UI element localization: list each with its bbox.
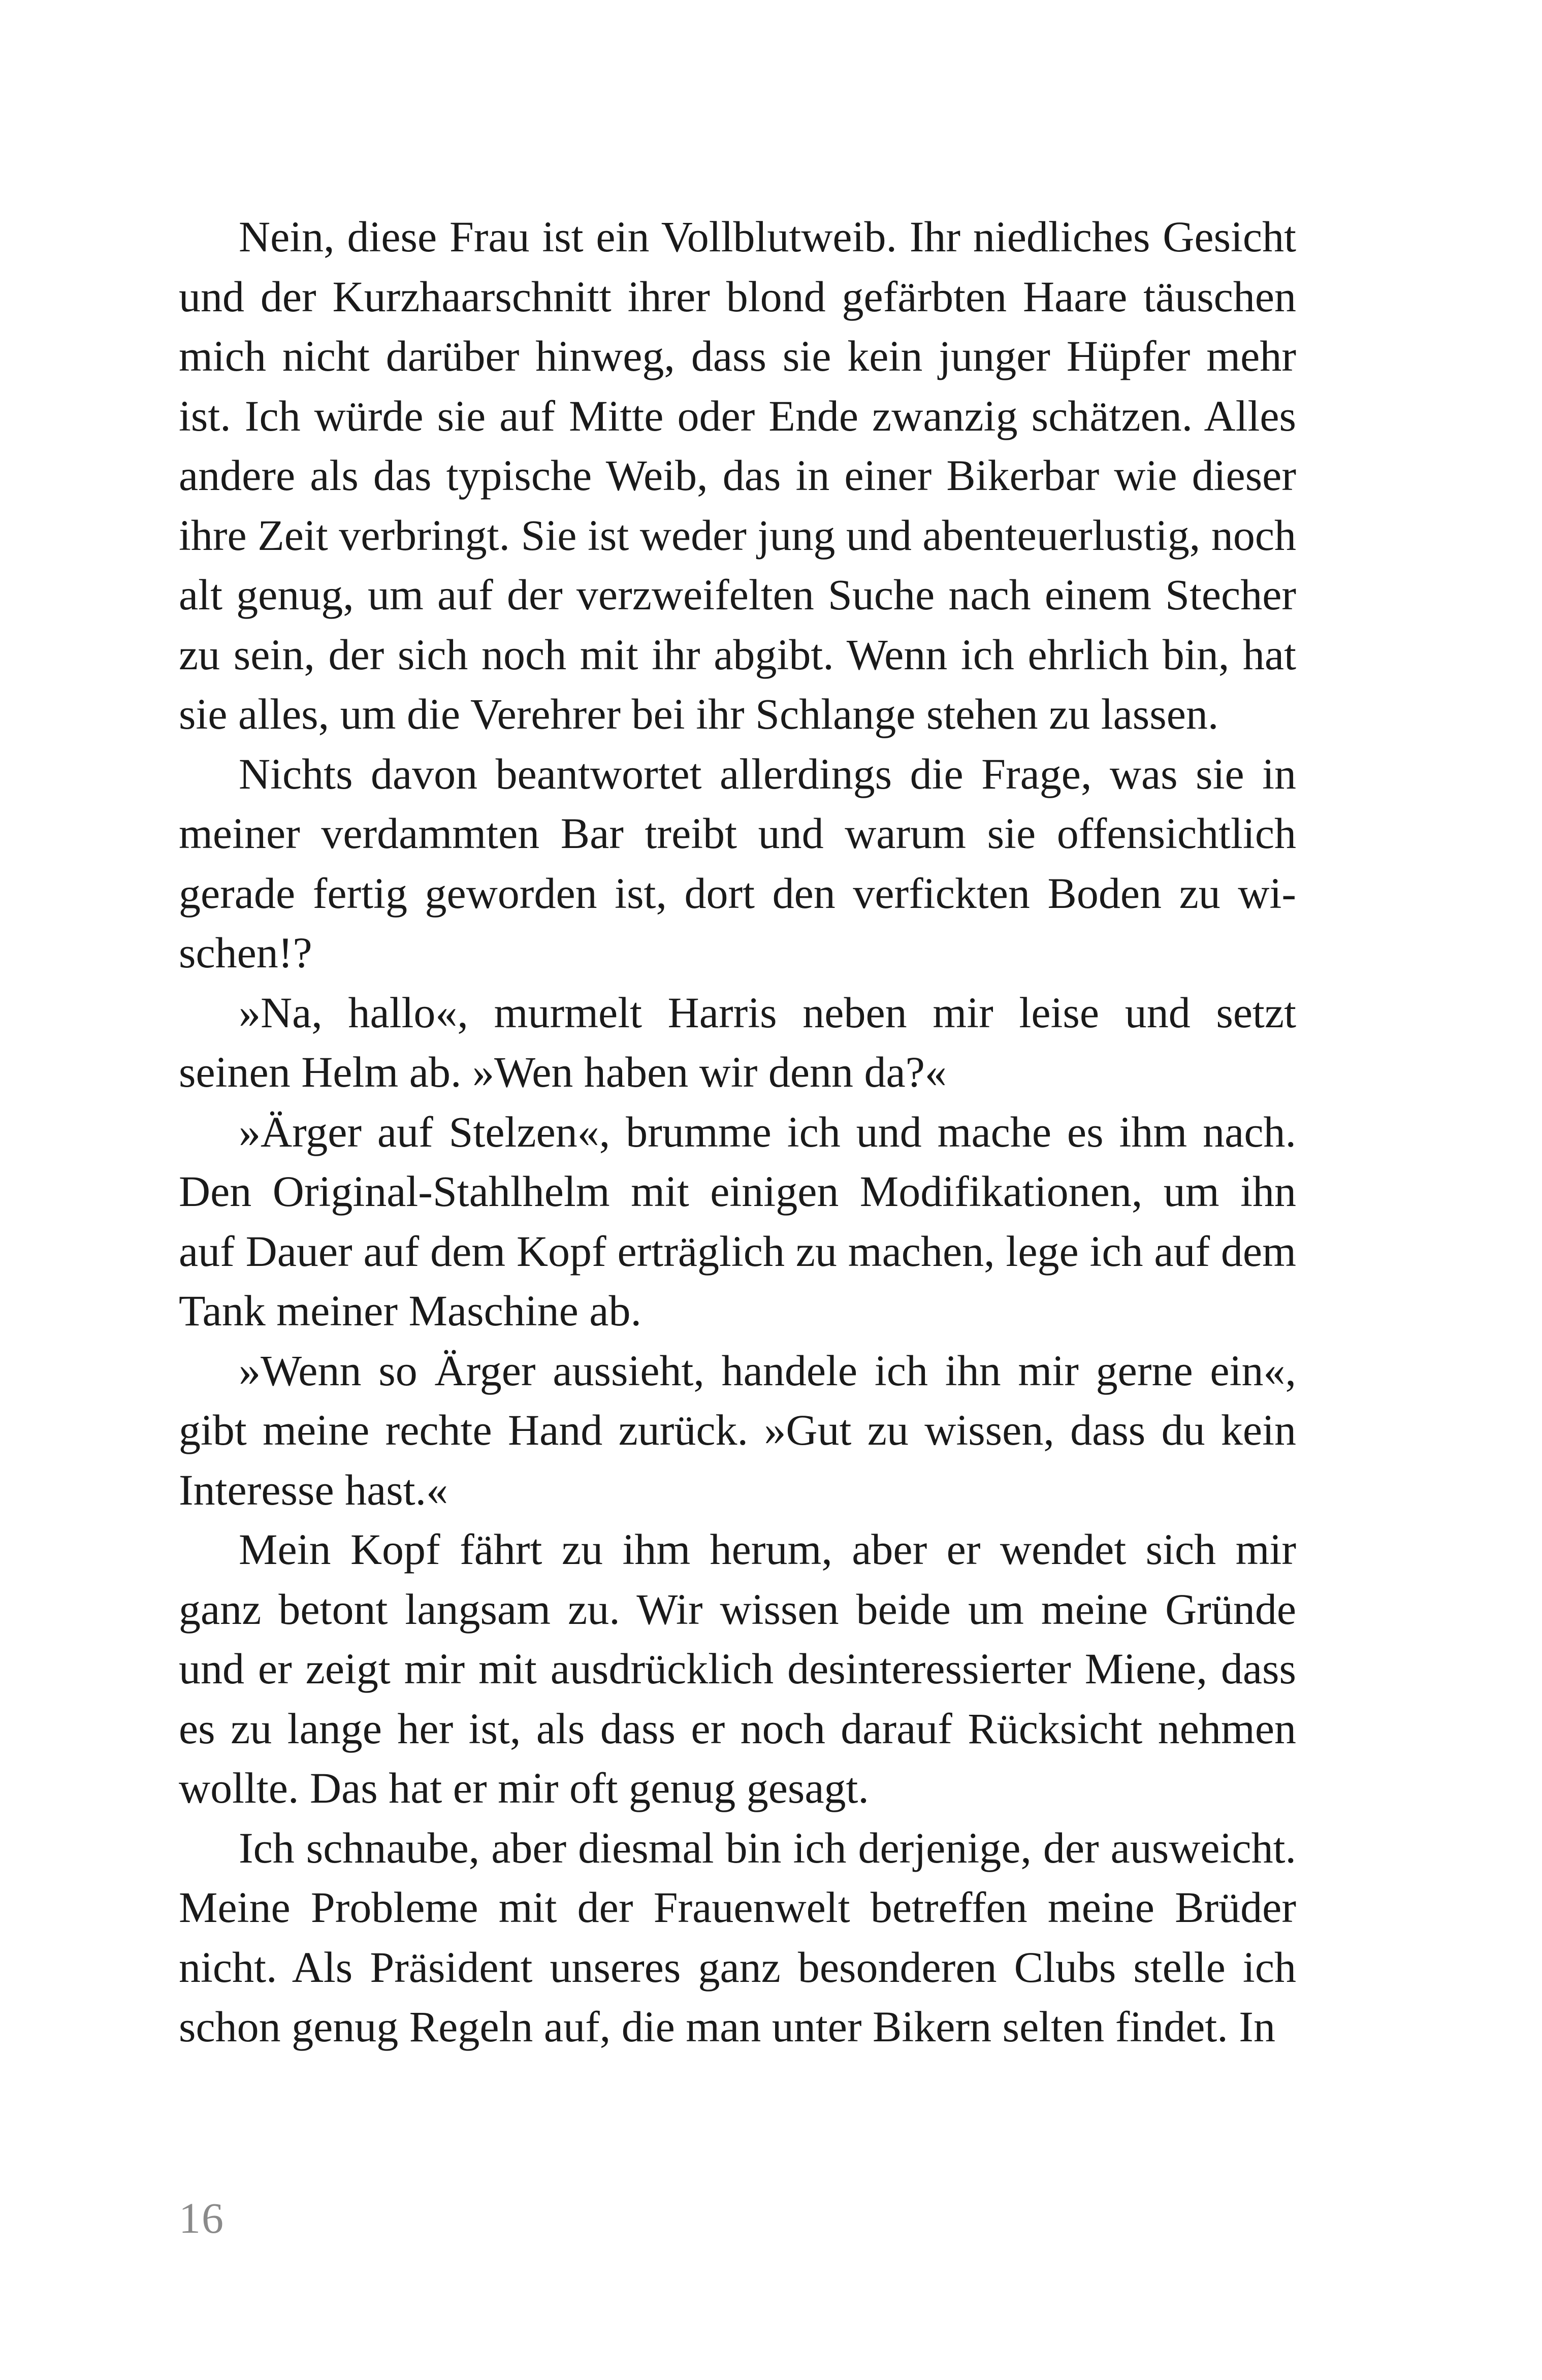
paragraph-3: »Na, hallo«, murmelt Harris neben mir leise und setzt seinen Helm ab. »Wen haben wir denn da?« xyxy=(179,988,1296,1096)
paragraph-4: »Ärger auf Stelzen«, brumme ich und mache es ihm nach. Den Original-Stahlhelm mit einigen Modifikationen, um ihn auf Dauer auf dem Kopf erträglich zu machen, lege ich auf dem Tank meiner Maschine ab. xyxy=(179,1107,1296,1335)
page-number: 16 xyxy=(179,2194,224,2242)
paragraph-6: Mein Kopf fährt zu ihm herum, aber er wendet sich mir ganz betont langsam zu. Wir wissen beide um meine Gründe und er zeigt mir mit ausdrücklich desinteressierter Miene, dass es zu lange her ist, als dass er noch darauf Rücksicht nehmen wollte. Das hat er mir oft genug gesagt. xyxy=(179,1525,1296,1812)
paragraph-2: Nichts davon beantwortet allerdings die Frage, was sie in meiner verdammten Bar treibt und warum sie offensichtlich gerade fertig geworden ist, dort den verfickten Boden zu wischen!? xyxy=(179,749,1296,977)
paragraph-1: Nein, diese Frau ist ein Vollblutweib. Ihr niedliches Gesicht und der Kurzhaarschnitt ihrer blond gefärbten Haare täuschen mich nicht darüber hinweg, dass sie kein junger Hüpfer mehr ist. Ich würde sie auf Mitte oder Ende zwanzig schätzen. Alles andere als das typische Weib, das in einer Bikerbar wie dieser ihre Zeit verbringt. Sie ist weder jung und abenteuerlustig, noch alt genug, um auf der verzweifelten Suche nach einem Stecher zu sein, der sich noch mit ihr abgibt. Wenn ich ehrlich bin, hat sie alles, um die Verehrer bei ihr Schlange stehen zu lassen. xyxy=(179,212,1296,738)
body-text xyxy=(179,207,1296,2057)
paragraph-5: »Wenn so Ärger aussieht, handele ich ihn mir gerne ein«, gibt meine rechte Hand zurück. »Gut zu wissen, dass du kein Interesse hast.« xyxy=(179,1346,1296,1514)
paragraph-7: Ich schnaube, aber diesmal bin ich derjenige, der ausweicht. Meine Probleme mit der Frauenwelt betreffen meine Brüder nicht. Als Präsident unseres ganz besonderen Clubs stelle ich schon genug Regeln auf, die man unter Bikern selten findet. In xyxy=(179,1823,1296,2051)
